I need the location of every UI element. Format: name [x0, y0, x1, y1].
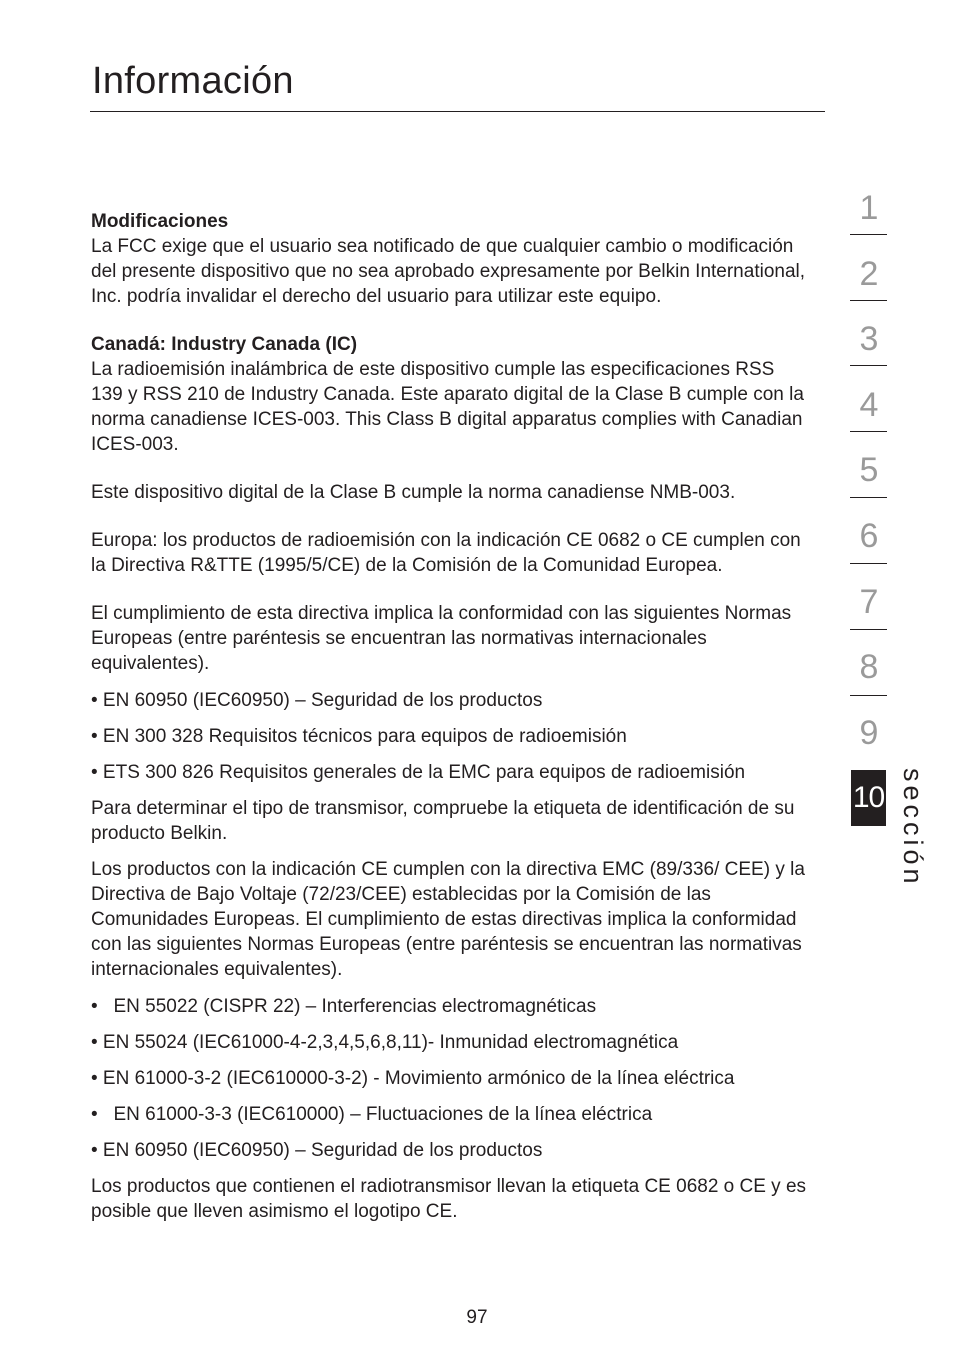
paragraph-europa: Europa: los productos de radioemisión con la indicación CE 0682 o CE cumplen con la Directiva R&TTE (1995/5/CE) de la Comisión de la Comunidad Europea.: [91, 530, 801, 576]
section-label: sección: [898, 768, 928, 888]
list-item: • EN 300 328 Requisitos técnicos para equipos de radioemisión: [91, 726, 627, 747]
nav-divider: [850, 234, 887, 235]
section-nav-item-2[interactable]: 2: [859, 255, 879, 293]
paragraph-cumplimiento: El cumplimiento de esta directiva implica la conformidad con las siguientes Normas Europeas (entre paréntesis se encuentran las normativas internacionales equivalentes).: [91, 603, 792, 674]
page-title: Información: [92, 60, 294, 102]
paragraph-nmb: Este dispositivo digital de la Clase B cumple la norma canadiense NMB-003.: [91, 482, 736, 503]
list-item: • EN 55022 (CISPR 22) – Interferencias electromagnéticas: [91, 996, 597, 1017]
section-canada: [91, 332, 811, 457]
nav-divider: [850, 563, 887, 564]
standards-list-2: [91, 994, 811, 1163]
nav-divider: [850, 300, 887, 301]
section-nav-item-1[interactable]: 1: [859, 189, 879, 227]
section-nav-item-5[interactable]: 5: [859, 451, 879, 489]
paragraph-emc: Los productos con la indicación CE cumplen con la directiva EMC (89/336/ CEE) y la Directiva de Bajo Voltaje (72/23/CEE) establecidas por la Comisión de las Comunidades Europeas. El cumplimiento de estas directivas implica la conformidad con las siguientes Normas Europeas (entre paréntesis se encuentran las normativas internacionales equivalentes).: [91, 859, 805, 980]
nav-divider: [850, 695, 887, 696]
section-nav-item-6[interactable]: 6: [859, 517, 879, 555]
list-item: • EN 61000-3-2 (IEC610000-3-2) - Movimiento armónico de la línea eléctrica: [91, 1068, 735, 1089]
section-nav-item-4[interactable]: 4: [859, 386, 879, 424]
list-item: • ETS 300 826 Requisitos generales de la EMC para equipos de radioemisión: [91, 762, 746, 783]
section-nav-item-7[interactable]: 7: [859, 583, 879, 621]
document-body: [91, 209, 811, 1247]
list-item: • EN 61000-3-3 (IEC610000) – Fluctuaciones de la línea eléctrica: [91, 1104, 653, 1125]
list-item: • EN 60950 (IEC60950) – Seguridad de los productos: [91, 690, 543, 711]
section-nav-item-active[interactable]: 10: [851, 770, 886, 826]
paragraph-final: Los productos que contienen el radiotransmisor llevan la etiqueta CE 0682 o CE y es posible que lleven asimismo el logotipo CE.: [91, 1176, 807, 1222]
page-number: 97: [466, 1307, 488, 1328]
section-heading: Modificaciones: [91, 211, 229, 232]
nav-divider: [850, 629, 887, 630]
section-text: La FCC exige que el usuario sea notificado de que cualquier cambio o modificación del presente dispositivo que no sea aprobado expresamente por Belkin International, Inc. podría invalidar el derecho del usuario para utilizar este equipo.: [91, 236, 806, 307]
section-text: La radioemisión inalámbrica de este dispositivo cumple las especificaciones RSS 139 y RSS 210 de Industry Canada. Este aparato digital de la Clase B cumple con la norma canadiense ICES-003. This Class B digital apparatus complies with Canadian ICES-003.: [91, 359, 804, 455]
section-nav-item-8[interactable]: 8: [859, 648, 879, 686]
nav-divider: [850, 431, 887, 432]
section-modificaciones: [91, 209, 811, 309]
header-divider: [90, 111, 825, 112]
paragraph-transmisor: Para determinar el tipo de transmisor, compruebe la etiqueta de identificación de su producto Belkin.: [91, 798, 795, 844]
section-heading: Canadá: Industry Canada (IC): [91, 334, 358, 355]
list-item: • EN 55024 (IEC61000-4-2,3,4,5,6,8,11)- Inmunidad electromagnética: [91, 1032, 679, 1053]
section-nav-item-9[interactable]: 9: [859, 714, 879, 752]
list-item: • EN 60950 (IEC60950) – Seguridad de los productos: [91, 1140, 543, 1161]
section-nav-item-3[interactable]: 3: [859, 320, 879, 358]
standards-list-1: [91, 688, 811, 785]
nav-divider: [850, 497, 887, 498]
nav-divider: [850, 365, 887, 366]
